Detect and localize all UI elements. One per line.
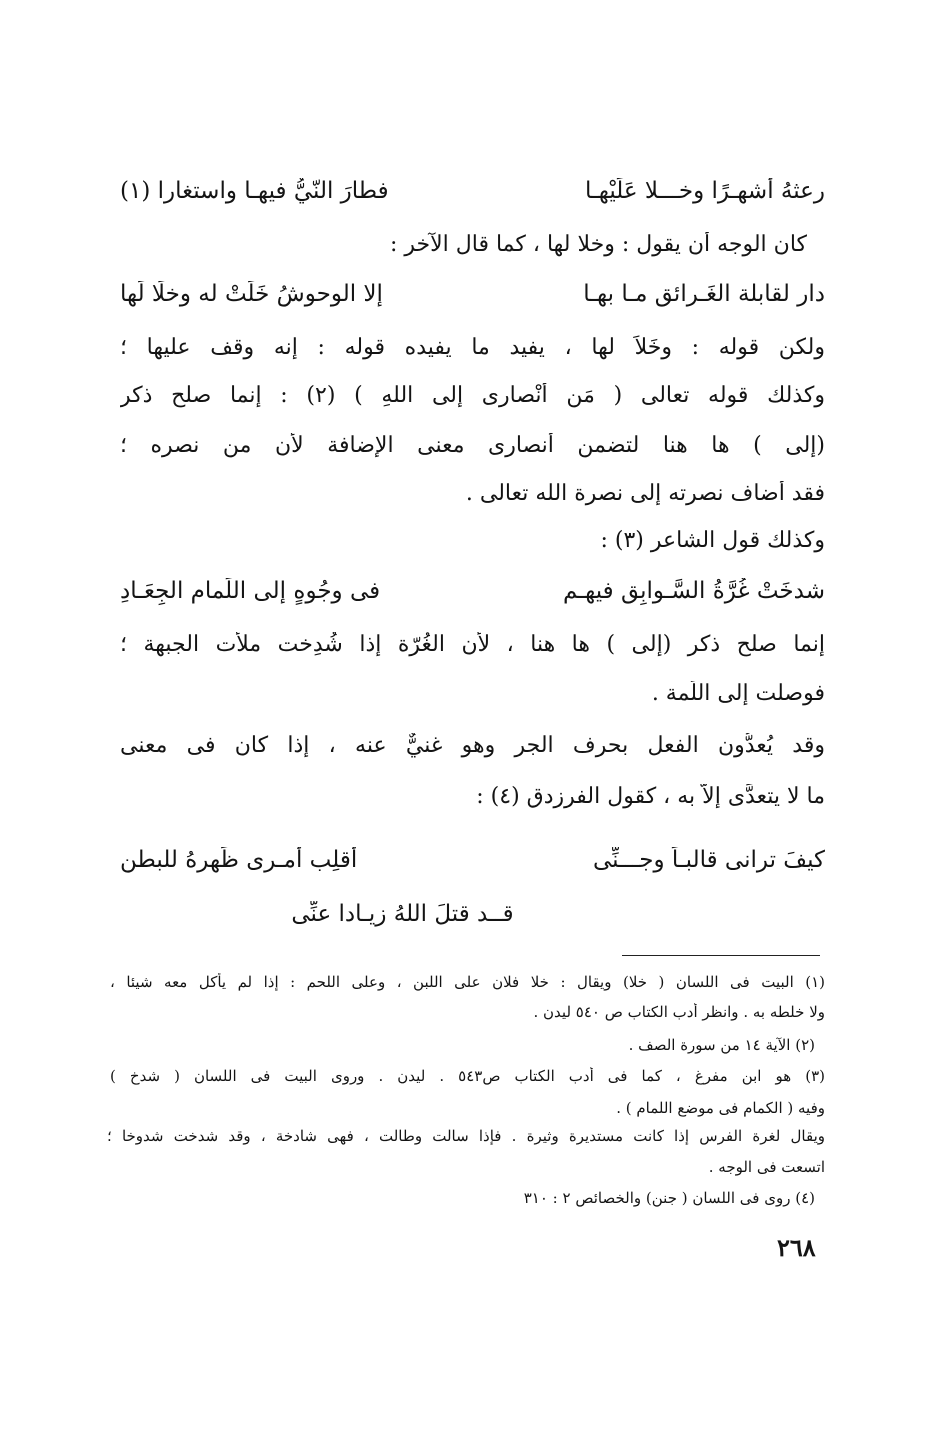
- body-text-line: [120, 733, 825, 758]
- body-text: ما لا يتعدَّى إلاَّ به ، كقول الفرزدق (٤) :: [476, 784, 825, 809]
- body-text-line: [120, 335, 825, 360]
- footnote-line: [110, 1067, 825, 1085]
- verse-line: [120, 281, 825, 315]
- body-text: فوصلت إلى اللِّمة .: [651, 681, 825, 706]
- body-text: وقد يُعدُّون الفعل بحرف الجر وهو غنيٌّ عنه ، إذا كان فى معنى: [120, 733, 825, 758]
- verse-line: [120, 578, 825, 612]
- verse-hemistich-first: رعثهُ أشهـرًا وخـــلا عَلَيْهـا: [584, 178, 825, 204]
- body-text-line: [120, 681, 825, 706]
- verse-hemistich-second: فى وجُوهٍ إلى اللِّمام الجِعَـادِ: [120, 578, 381, 604]
- verse-line: [120, 847, 825, 881]
- body-text: (إلى ) ها هنا لتضمن أنصارى معنى الإضافة لأن من نصره ؛: [120, 433, 825, 458]
- body-text: فقد أضاف نصرته إلى نصرة الله تعالى .: [465, 481, 825, 506]
- body-text-line: [120, 528, 825, 553]
- footnote-line: [110, 1003, 825, 1021]
- body-text: إنما صلح ذكر (إلى ) ها هنا ، لأن الغُرّة إذا شُدِخت ملأَت الجبهة ؛: [120, 632, 825, 657]
- footnote-text: ويقال لغرة الفرس إذا كانت مستديرة وثيرة . فإذا سالت وطالت ، فهى شادخة ، وقد شدخت شدوخا ؛: [107, 1127, 825, 1145]
- body-text: وكذلك قول الشاعر (٣) :: [600, 528, 825, 553]
- verse-line: [120, 178, 825, 212]
- footnote-line: [110, 1158, 825, 1176]
- verse-hemistich-first: كيفَ ترانى قالبـاً وجـــنِّى: [592, 847, 825, 873]
- footnote-text: اتسعت فى الوجه .: [708, 1158, 825, 1176]
- verse-line: [120, 901, 825, 927]
- footnote-text: (١) البيت فى اللسان ( خلا) ويقال : خلا فلان على اللبن ، وعلى اللحم : إذا لم يأكل معه شيئا ،: [110, 973, 825, 991]
- footnote-text: ولا خلطه به . وانظر أدب الكتاب ص ٥٤٠ ليدن .: [533, 1003, 825, 1021]
- body-text-line: [120, 481, 825, 506]
- footnote-line: [110, 1099, 825, 1117]
- footnote-text: (٤) روى فى اللسان ( جنن) والخصائص ٢ : ٣١٠: [523, 1189, 815, 1207]
- body-text-line: [120, 632, 825, 657]
- footnote-separator: [622, 955, 820, 956]
- page-number: ٢٦٨: [777, 1233, 816, 1262]
- body-text: ولكن قوله : وخَلاَ لها ، يفيد ما يفيده قوله : إنه وقف عليها ؛: [120, 335, 825, 360]
- footnote-text: (٢) الآية ١٤ من سورة الصف .: [628, 1036, 815, 1054]
- verse-hemistich-second: فطارَ النّيُّ فيهـا واستغارا (١): [120, 178, 389, 204]
- verse-hemistich-second: أقلِب أمـرى ظَهرهُ للبطن: [120, 847, 358, 873]
- body-text-line: [120, 383, 825, 408]
- footnote-line: [110, 1036, 825, 1054]
- footnote-text: (٣) هو ابن مفرغ ، كما فى أدب الكتاب ص٥٤٣ . ليدن . وروى البيت فى اللسان ( شدخ ): [110, 1067, 825, 1085]
- verse-hemistich-second: إلا الوحوشُ خَلَتْ له وخلَا لَها: [120, 281, 383, 307]
- verse-hemistich-first: شدخَتْ غُرَّةُ السَّـوابِق فيهـم: [563, 578, 825, 604]
- body-text-line: [120, 784, 825, 809]
- body-text: وكذلك قوله تعالى ( مَن أنْصارى إلى اللهِ ) (٢) : إنما صلح ذكر: [120, 383, 825, 408]
- verse-single: قــد قتلَ اللهُ زيـادا عنِّى: [291, 901, 514, 927]
- footnote-text: وفيه ( الكمام فى موضع اللمام ) .: [616, 1099, 825, 1117]
- footnote-line: [107, 1127, 825, 1145]
- verse-hemistich-first: دار لقابلة الغَـرائق مـا بهـا: [583, 281, 825, 307]
- footnote-line: [110, 1189, 825, 1207]
- body-text: كان الوجه أن يقول : وخلا لها ، كما قال الآخر :: [389, 232, 807, 257]
- body-text-line: [120, 433, 825, 458]
- body-text-line: [120, 232, 825, 257]
- footnote-line: [110, 973, 825, 991]
